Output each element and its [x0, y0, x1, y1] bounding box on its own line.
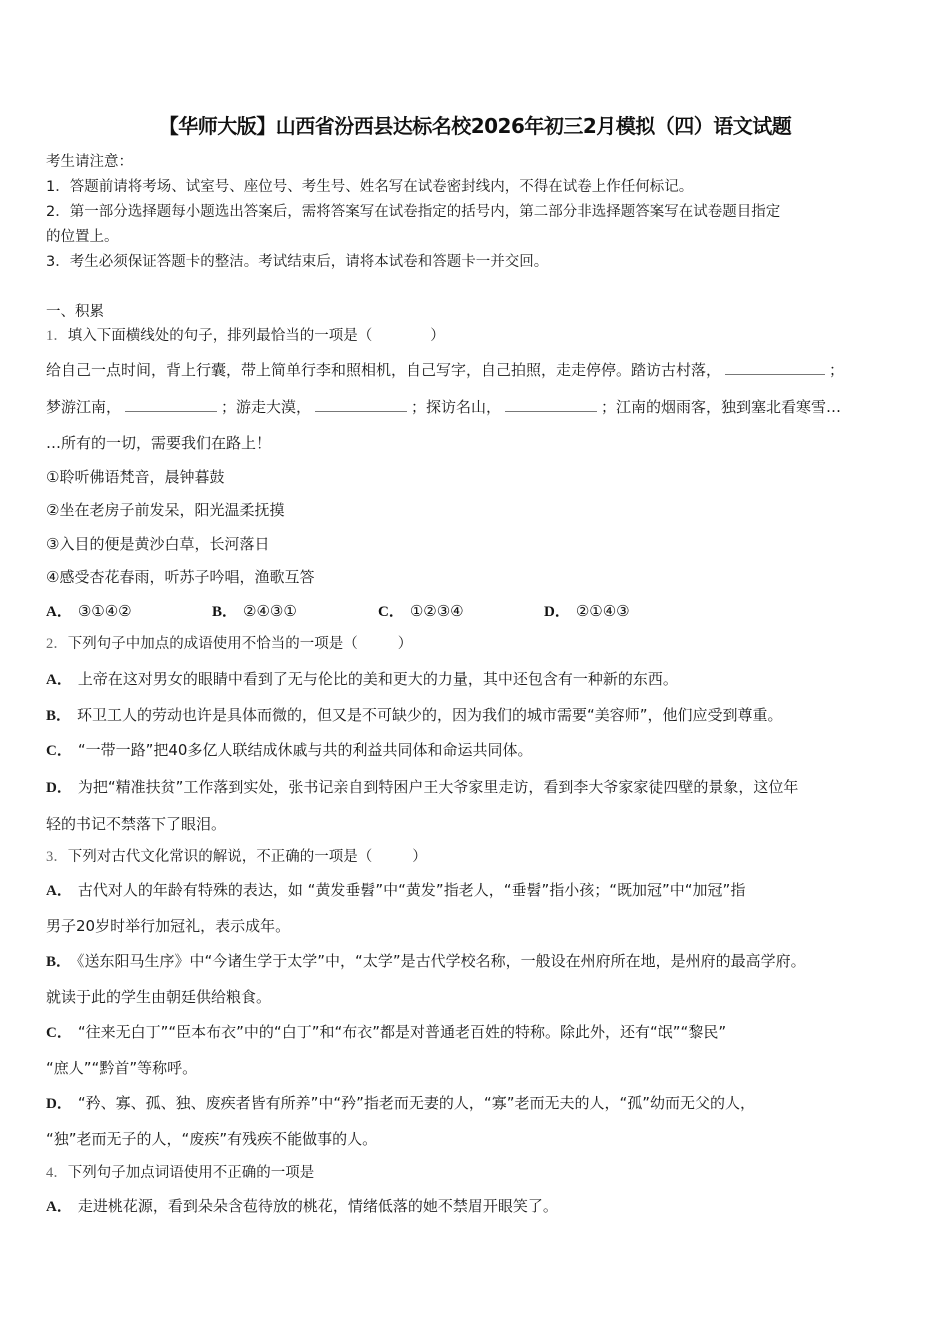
passage-text: ；游走大漠，: [221, 398, 312, 416]
question-2-option-d[interactable]: [46, 777, 798, 798]
option-text: “一带一路”把40多亿人联结成休戚与共的利益共同体和命运共同体。: [77, 741, 533, 759]
option-text: 为把“精准扶贫”工作落到实处，张书记亲自到特困户王大爷家里走访，看到李大爷家家徒四壁的景象，这位年: [77, 778, 799, 796]
question-number: 4．: [46, 1165, 68, 1181]
fill-blank-1[interactable]: [725, 360, 825, 375]
option-text: 上帝在这对男女的眼睛中看到了无与伦比的美和更大的力量，其中还包含有一种新的东西。: [77, 670, 678, 688]
notice-item-2-cont: 的位置上。: [46, 229, 119, 245]
question-2-option-a[interactable]: [46, 669, 678, 690]
question-3-option-c-cont: “庶人”“黔首”等称呼。: [46, 1059, 198, 1077]
question-3-option-c[interactable]: [46, 1022, 726, 1043]
option-letter: D．: [46, 1096, 72, 1112]
passage-text: ；探访名山，: [411, 398, 502, 416]
passage-text: ；: [829, 361, 845, 379]
option-text: ②④③①: [243, 602, 297, 620]
option-text: ①②③④: [409, 602, 464, 620]
stem-text: 下列句子中加点的成语使用不恰当的一项是（: [67, 636, 358, 652]
question-2-option-d-cont: 轻的书记不禁落下了眼泪。: [46, 815, 227, 833]
option-letter: B．: [212, 604, 238, 620]
question-3-option-d[interactable]: [46, 1093, 755, 1114]
option-text: ③①④②: [77, 602, 132, 620]
notice-item-1: 1．答题前请将考场、试室号、座位号、考生号、姓名写在试卷密封线内，不得在试卷上作任何标记。: [46, 179, 694, 195]
question-number: 3．: [46, 849, 68, 865]
option-letter: A．: [46, 1199, 72, 1215]
option-letter: C．: [378, 604, 404, 620]
stem-close: ）: [397, 636, 413, 652]
option-letter: D．: [544, 604, 570, 620]
fill-blank-3[interactable]: [315, 397, 407, 412]
option-a[interactable]: [46, 600, 212, 621]
question-3-option-b[interactable]: [46, 951, 806, 972]
question-number: 2．: [46, 636, 68, 652]
question-2-option-c[interactable]: [46, 740, 532, 761]
question-1-options: [46, 600, 710, 621]
question-1-passage-line-1: [46, 360, 844, 380]
option-text: “往来无白丁”“臣本布衣”中的“白丁”和“布衣”都是对普通老百姓的特称。除此外，还有“氓”“黎民”: [77, 1023, 727, 1041]
option-letter: A．: [46, 672, 72, 688]
stem-text: 下列句子加点词语使用不正确的一项是: [67, 1165, 315, 1181]
option-letter: B．: [46, 954, 72, 970]
question-number: 1．: [46, 328, 68, 344]
question-3-option-a-cont: 男子20岁时举行加冠礼，表示成年。: [46, 917, 291, 935]
sentence-2: ②坐在老房子前发呆，阳光温柔抚摸: [46, 501, 285, 519]
passage-text: 给自己一点时间，背上行囊，带上简单行李和照相机，自己写字，自己拍照，走走停停。踏访古村落，: [46, 361, 722, 379]
notice-heading: 考生请注意：: [46, 154, 133, 170]
option-b[interactable]: [212, 600, 378, 621]
option-letter: D．: [46, 780, 72, 796]
question-3-option-b-cont: 就读于此的学生由朝廷供给粮食。: [46, 988, 272, 1006]
question-1-passage-line-3: …所有的一切，需要我们在路上！: [46, 434, 272, 452]
option-letter: C．: [46, 1025, 72, 1041]
option-c[interactable]: [378, 600, 544, 621]
stem-text: 下列对古代文化常识的解说，不正确的一项是（: [67, 849, 373, 865]
question-3-option-a[interactable]: [46, 880, 745, 901]
option-d[interactable]: [544, 600, 710, 621]
option-text: “矜、寡、孤、独、废疾者皆有所养”中“矜”指老而无妻的人，“寡”老而无夫的人，“孤”幼而无父的人，: [77, 1094, 756, 1112]
fill-blank-2[interactable]: [125, 397, 217, 412]
option-text: ②①④③: [575, 602, 630, 620]
stem-close: ）: [412, 849, 427, 865]
question-3-option-d-cont: “独”老而无子的人，“废疾”有残疾不能做事的人。: [46, 1130, 378, 1148]
section-heading: 一、积累: [46, 304, 104, 320]
sentence-1: ①聆听佛语梵音，晨钟暮鼓: [46, 468, 225, 486]
fill-blank-4[interactable]: [505, 397, 597, 412]
notice-item-3: 3．考生必须保证答题卡的整洁。考试结束后，请将本试卷和答题卡一并交回。: [46, 254, 549, 270]
exam-title: 【华师大版】山西省汾西县达标名校2026年初三2月模拟（四）语文试题: [158, 114, 792, 138]
option-letter: B．: [46, 708, 72, 724]
question-2-stem: [46, 634, 412, 654]
passage-text: ；江南的烟雨客，独到塞北看寒雪…: [601, 398, 842, 416]
question-4-option-a[interactable]: [46, 1196, 558, 1217]
option-text: 古代对人的年龄有特殊的表达，如 “黄发垂髫”中“黄发”指老人，“垂髫”指小孩；“既加冠”中“加冠”指: [77, 881, 746, 899]
passage-text: 梦游江南，: [46, 398, 122, 416]
sentence-3: ③入目的便是黄沙白草，长河落日: [46, 535, 270, 553]
question-3-stem: [46, 847, 427, 867]
option-letter: A．: [46, 604, 72, 620]
notice-item-2: 2．第一部分选择题每小题选出答案后，需将答案写在试卷指定的括号内，第二部分非选择题答案写在试卷题目指定: [46, 204, 781, 220]
question-1-passage-line-2: [46, 397, 841, 417]
option-text: 《送东阳马生序》中“今诸生学于太学”中，“太学”是古代学校名称，一般设在州府所在地，是州府的最高学府。: [77, 952, 806, 970]
question-2-option-b[interactable]: [46, 705, 783, 726]
stem-text: 填入下面横线处的句子，排列最恰当的一项是（: [67, 328, 373, 344]
sentence-4: ④感受杏花春雨，听苏子吟唱，渔歌互答: [46, 568, 315, 586]
question-4-stem: [46, 1163, 314, 1183]
option-text: 环卫工人的劳动也许是具体而微的，但又是不可缺少的，因为我们的城市需要“美容师”，他们应受到尊重。: [77, 706, 783, 724]
stem-close: ）: [430, 328, 445, 344]
option-letter: A．: [46, 883, 72, 899]
question-1-stem: [46, 326, 445, 346]
option-letter: C．: [46, 743, 72, 759]
option-text: 走进桃花源，看到朵朵含苞待放的桃花，情绪低落的她不禁眉开眼笑了。: [77, 1197, 558, 1215]
